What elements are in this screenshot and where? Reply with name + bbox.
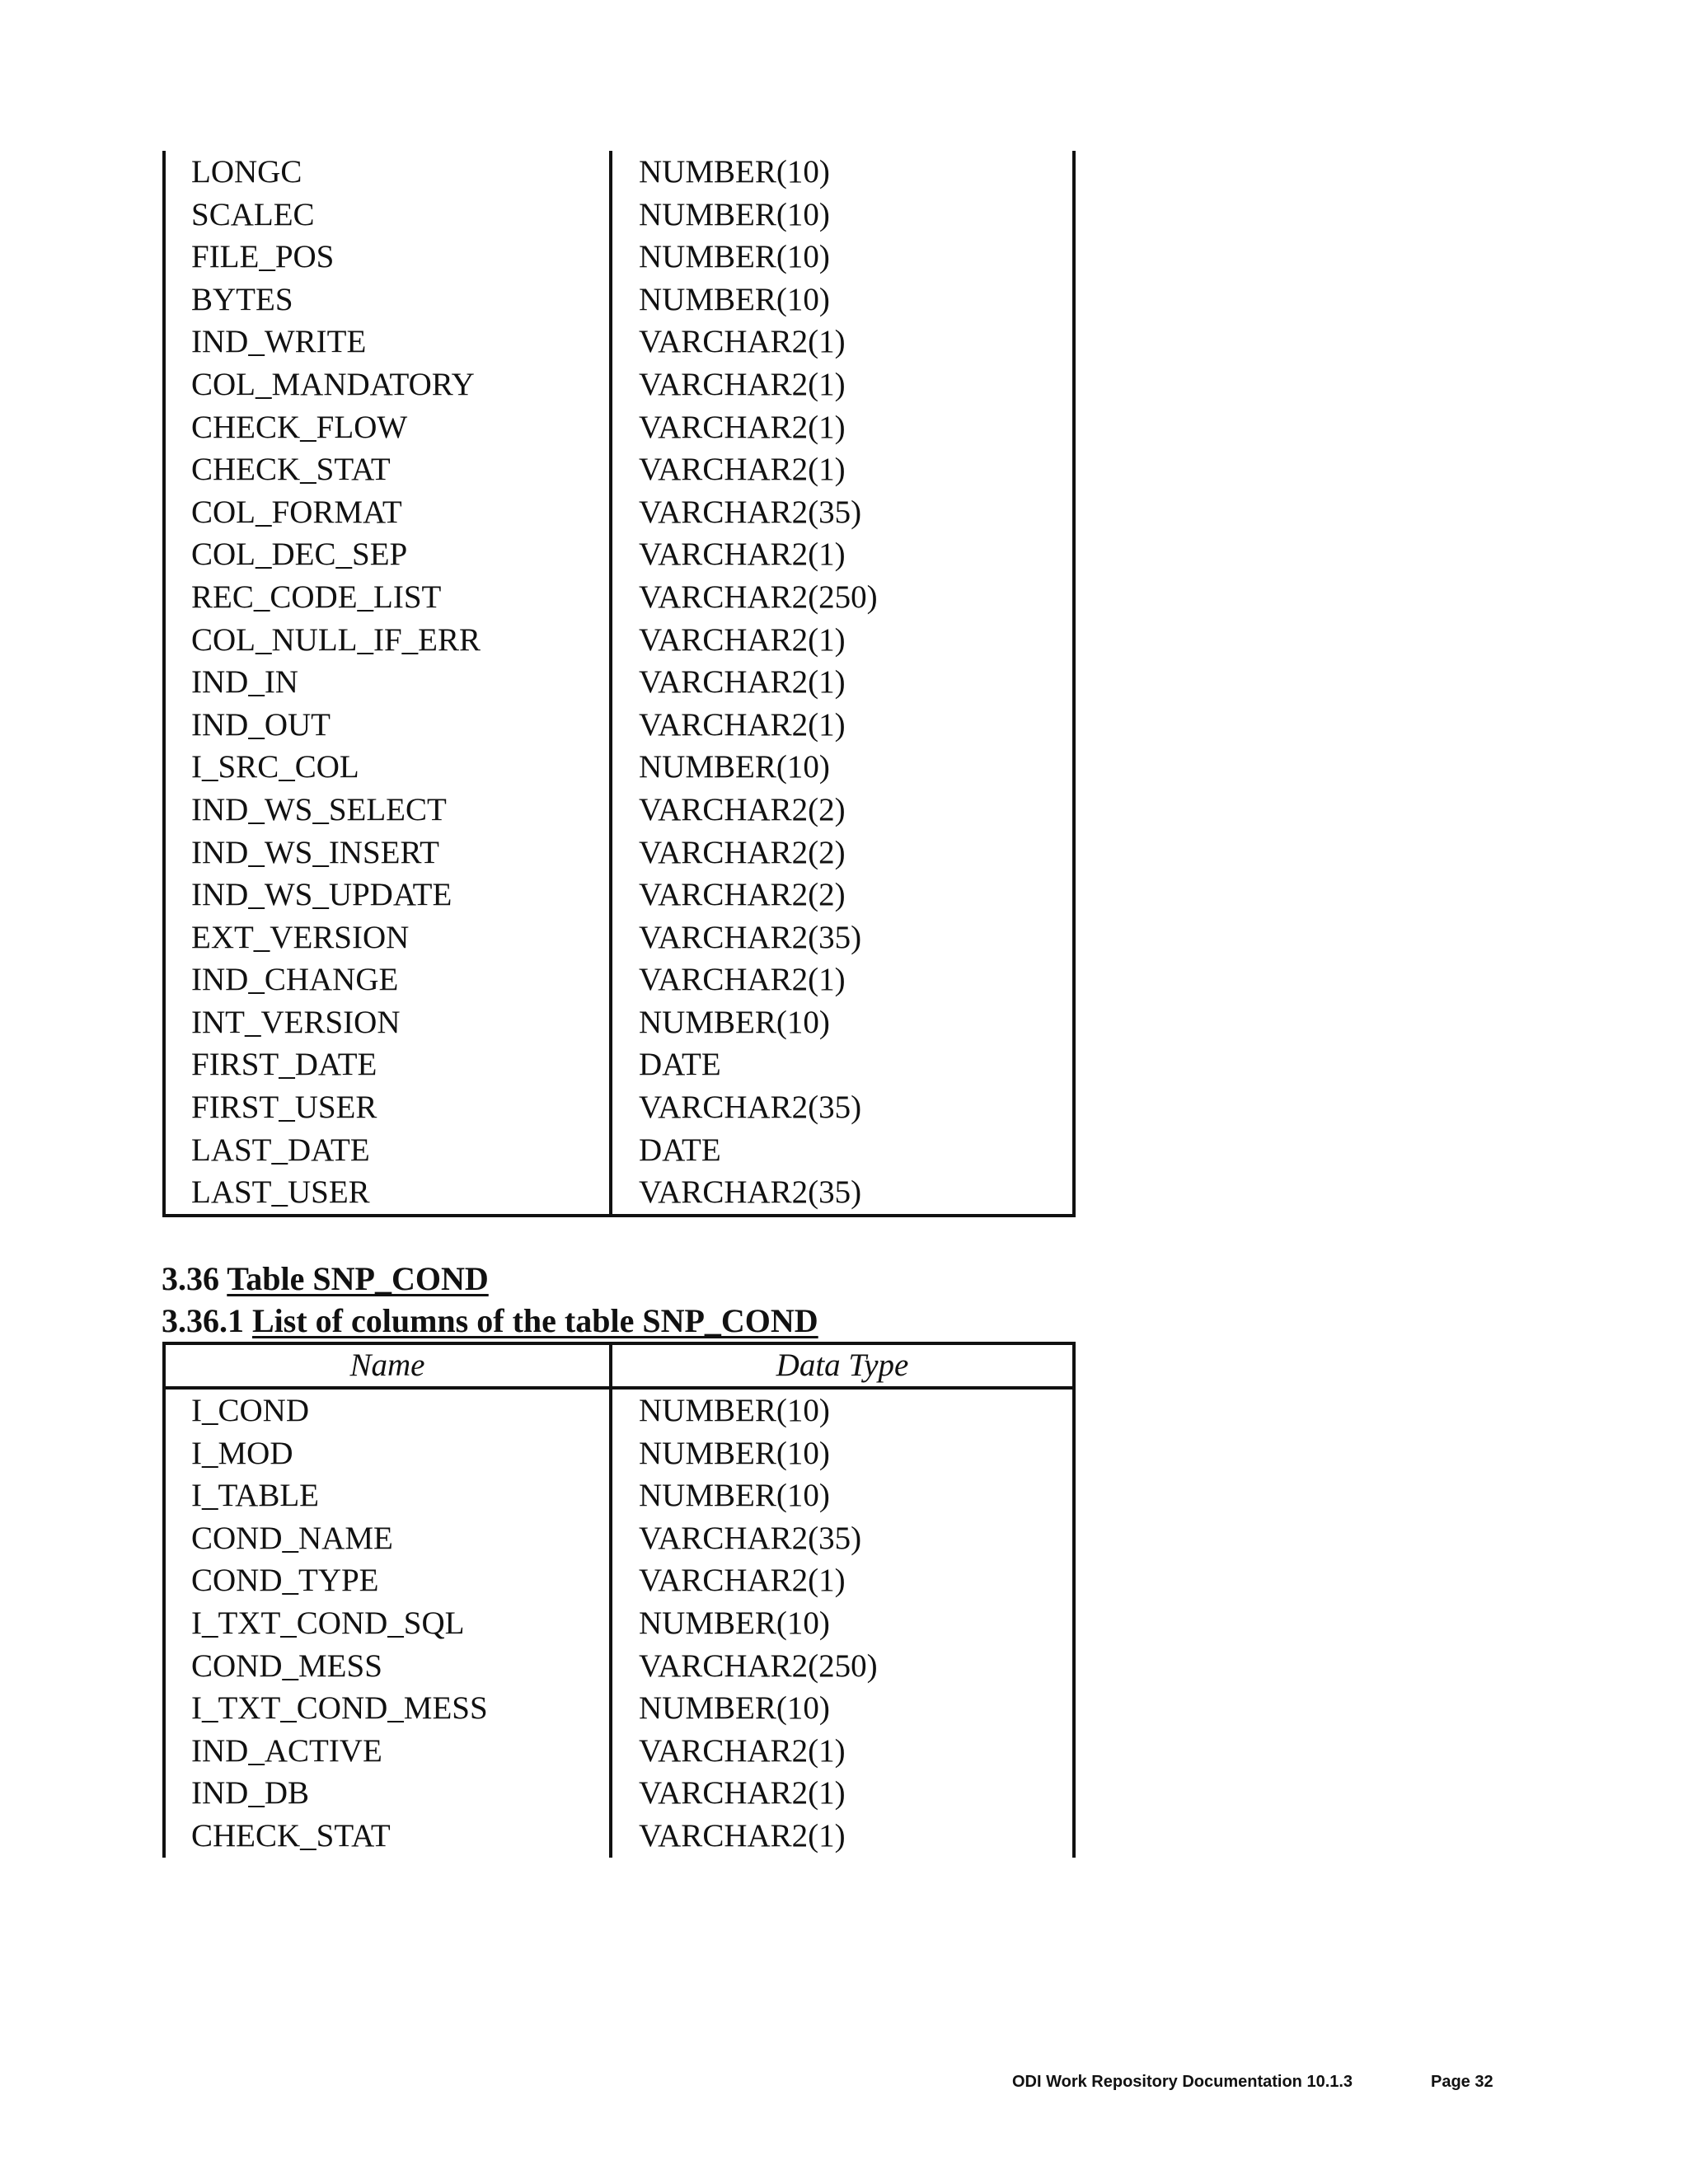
table-row: [162, 236, 1076, 279]
column-name-cell: INT_VERSION: [191, 1004, 401, 1040]
column-name-cell: FIRST_DATE: [191, 1047, 377, 1083]
data-type-cell: NUMBER(10): [639, 196, 830, 232]
column-name-cell: I_TXT_COND_MESS: [191, 1690, 488, 1727]
column-name-cell: FIRST_USER: [191, 1090, 377, 1126]
table-row: [162, 151, 1076, 194]
column-name-cell: COL_NULL_IF_ERR: [191, 621, 481, 658]
data-type-cell: VARCHAR2(1): [639, 1775, 846, 1811]
data-type-cell: NUMBER(10): [639, 281, 830, 317]
table-row: [162, 874, 1076, 916]
column-name-cell: CHECK_STAT: [191, 1817, 391, 1854]
subsection-heading: [162, 1301, 818, 1342]
table-row: [162, 1730, 1076, 1773]
data-type-cell: NUMBER(10): [639, 1478, 830, 1514]
column-name-cell: COND_NAME: [191, 1520, 393, 1556]
snp-cond-columns-table: [162, 1342, 1076, 1858]
data-type-cell: VARCHAR2(1): [639, 324, 846, 360]
table-row: [162, 1815, 1076, 1858]
data-type-cell: NUMBER(10): [639, 749, 830, 785]
data-type-cell: DATE: [639, 1132, 721, 1168]
data-type-cell: VARCHAR2(1): [639, 1732, 846, 1769]
column-name-cell: I_TABLE: [191, 1478, 320, 1514]
table-row: [162, 1687, 1076, 1730]
column-name-cell: FILE_POS: [191, 239, 335, 275]
table-row: [162, 1645, 1076, 1688]
data-type-cell: VARCHAR2(1): [639, 452, 846, 488]
table-rows: [162, 1390, 1076, 1858]
table-border-bottom: [162, 1214, 1076, 1217]
data-type-cell: VARCHAR2(35): [639, 494, 862, 530]
table-row: [162, 1517, 1076, 1560]
data-type-cell: VARCHAR2(2): [639, 791, 846, 827]
table-row: [162, 1390, 1076, 1432]
column-name-cell: LAST_DATE: [191, 1132, 370, 1168]
column-name-cell: LAST_USER: [191, 1174, 370, 1211]
column-name-cell: IND_CHANGE: [191, 962, 399, 998]
data-type-cell: VARCHAR2(1): [639, 621, 846, 658]
data-type-cell: NUMBER(10): [639, 1435, 830, 1471]
data-type-cell: VARCHAR2(250): [639, 1647, 878, 1684]
data-type-cell: NUMBER(10): [639, 1393, 830, 1428]
data-type-cell: VARCHAR2(1): [639, 409, 846, 445]
table-row: [162, 448, 1076, 491]
table-row: [162, 576, 1076, 619]
table-row: [162, 704, 1076, 747]
column-name-cell: SCALEC: [191, 196, 315, 232]
table-row: [162, 832, 1076, 874]
table-rows: [162, 151, 1076, 1214]
data-type-cell: VARCHAR2(1): [639, 962, 846, 998]
table-row: [162, 619, 1076, 662]
column-name-cell: IND_ACTIVE: [191, 1732, 382, 1769]
column-name-cell: IND_IN: [191, 664, 298, 701]
table-row: [162, 363, 1076, 406]
section-heading: [162, 1258, 489, 1300]
column-name-cell: COND_TYPE: [191, 1563, 379, 1599]
data-type-cell: NUMBER(10): [639, 1690, 830, 1727]
table-row: [162, 661, 1076, 704]
data-type-cell: VARCHAR2(2): [639, 834, 846, 870]
data-type-cell: VARCHAR2(1): [639, 537, 846, 573]
data-type-cell: VARCHAR2(1): [639, 664, 846, 701]
column-name-cell: COND_MESS: [191, 1647, 382, 1684]
table-row: [162, 533, 1076, 576]
column-name-cell: LONGC: [191, 154, 302, 190]
table-row: [162, 1001, 1076, 1044]
table-row: [162, 1772, 1076, 1815]
table-row: [162, 1559, 1076, 1602]
column-name-cell: IND_DB: [191, 1775, 309, 1811]
data-type-cell: VARCHAR2(35): [639, 1174, 862, 1211]
column-header-data-type: Data Type: [776, 1347, 909, 1383]
table-row: [162, 406, 1076, 449]
column-name-cell: REC_CODE_LIST: [191, 579, 442, 615]
column-name-cell: I_COND: [191, 1393, 309, 1428]
data-type-cell: VARCHAR2(35): [639, 1090, 862, 1126]
table-row: [162, 746, 1076, 789]
data-type-cell: VARCHAR2(2): [639, 877, 846, 913]
table-row: [162, 194, 1076, 237]
subsection-number: 3.36.1: [162, 1302, 244, 1339]
data-type-cell: DATE: [639, 1047, 721, 1083]
column-name-cell: IND_WS_INSERT: [191, 834, 439, 870]
data-type-cell: VARCHAR2(1): [639, 1817, 846, 1854]
table-row: [162, 321, 1076, 363]
data-type-cell: NUMBER(10): [639, 239, 830, 275]
table-row: [162, 1043, 1076, 1086]
section-title: Table SNP_COND: [227, 1260, 489, 1297]
data-type-cell: NUMBER(10): [639, 1605, 830, 1641]
column-name-cell: IND_WS_SELECT: [191, 791, 447, 827]
table-row: [162, 958, 1076, 1001]
column-name-cell: IND_OUT: [191, 706, 331, 743]
data-type-cell: VARCHAR2(1): [639, 1563, 846, 1599]
column-name-cell: I_SRC_COL: [191, 749, 359, 785]
footer-page-number: Page 32: [1431, 2073, 1493, 2091]
table-row: [162, 1086, 1076, 1129]
table-row: [162, 279, 1076, 321]
data-type-cell: VARCHAR2(250): [639, 579, 878, 615]
data-type-cell: VARCHAR2(35): [639, 1520, 862, 1556]
data-type-cell: VARCHAR2(35): [639, 919, 862, 955]
table-row: [162, 1474, 1076, 1517]
table-row: [162, 1129, 1076, 1172]
table-row: [162, 789, 1076, 832]
data-type-cell: VARCHAR2(1): [639, 706, 846, 743]
column-name-cell: CHECK_FLOW: [191, 409, 408, 445]
column-name-cell: COL_FORMAT: [191, 494, 402, 530]
column-name-cell: COL_MANDATORY: [191, 366, 475, 402]
column-name-cell: I_MOD: [191, 1435, 293, 1471]
table-row: [162, 491, 1076, 534]
column-name-cell: EXT_VERSION: [191, 919, 410, 955]
table-row: [162, 916, 1076, 959]
data-type-cell: NUMBER(10): [639, 154, 830, 190]
column-name-cell: CHECK_STAT: [191, 452, 391, 488]
columns-table-continued: [162, 151, 1076, 1217]
column-name-cell: IND_WRITE: [191, 324, 367, 360]
footer-document-title: ODI Work Repository Documentation 10.1.3: [1012, 2073, 1353, 2091]
table-row: [162, 1171, 1076, 1214]
column-name-cell: COL_DEC_SEP: [191, 537, 408, 573]
section-number: 3.36: [162, 1260, 219, 1297]
data-type-cell: VARCHAR2(1): [639, 366, 846, 402]
table-row: [162, 1432, 1076, 1475]
subsection-title: List of columns of the table SNP_COND: [252, 1302, 818, 1339]
data-type-cell: NUMBER(10): [639, 1004, 830, 1040]
column-name-cell: BYTES: [191, 281, 293, 317]
table-row: [162, 1602, 1076, 1645]
column-header-name: Name: [349, 1347, 425, 1383]
column-name-cell: IND_WS_UPDATE: [191, 877, 452, 913]
column-name-cell: I_TXT_COND_SQL: [191, 1605, 465, 1641]
